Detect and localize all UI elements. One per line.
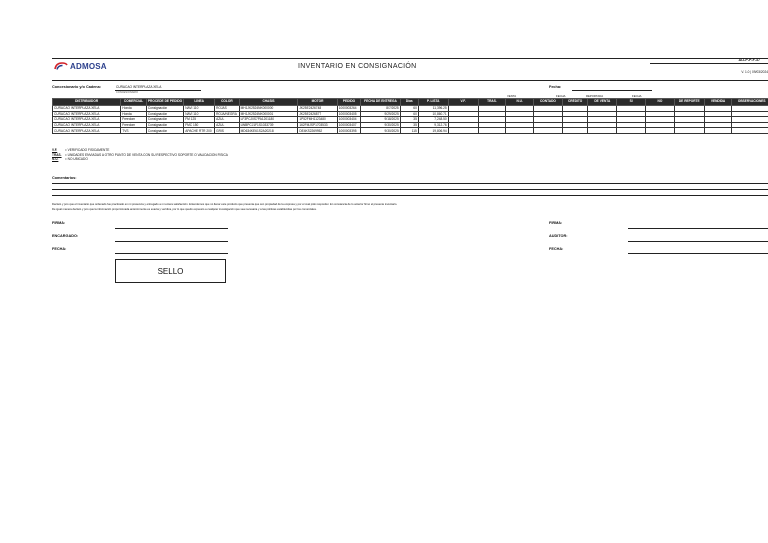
col-de-reporte: DE REPORTE (674, 99, 704, 106)
table-cell: LWBPCJ1F1S1033739 (239, 122, 298, 128)
table-cell: 1000003395 (337, 128, 360, 134)
table-cell: CURACAO INTERPLAZA XELA (53, 111, 121, 117)
date-label: Fecha: (549, 85, 562, 89)
table-cell (704, 128, 732, 134)
table-cell: 19,806.94 (418, 128, 448, 134)
col-si: SI (617, 99, 646, 106)
table-cell: Freedom (121, 122, 147, 128)
table-cell (478, 128, 506, 134)
signature-label-left: FIRMA: (52, 221, 66, 225)
table-cell: TVS (121, 128, 147, 134)
table-cell (448, 128, 478, 134)
col-precio-lista: P. LISTA (418, 99, 448, 106)
table-cell: NAVI 110 (184, 111, 215, 117)
table-cell: 9/30/2025 (361, 128, 400, 134)
table-cell: 9,312.76 (418, 122, 448, 128)
declaration-line-1: Declaro y juro que el inventario que ordenado fue practicado en mi presencia y entregado a mi entera satisfacción. Entendemos que no llenar este producto que presenta que son propiedad de la empresa y por el cual pido responder. En constancia de lo anterior firmo el presente inventario. (52, 203, 398, 206)
group-fecha-reporte: FECHA (632, 94, 642, 98)
table-header-row (53, 99, 768, 106)
dealer-sublabel: CONCESIONARIO (116, 91, 139, 94)
table-cell: 60 (400, 111, 418, 117)
col-credito: CRÉDITO (562, 99, 588, 106)
col-comercial: COMERCIAL (121, 99, 147, 106)
table-cell: 1000003404 (337, 117, 360, 123)
table-cell: ROJA/NEGRA (215, 111, 240, 117)
col-motor: MOTOR (298, 99, 337, 106)
table-cell (506, 128, 534, 134)
table-cell: 10,860.71 (418, 111, 448, 117)
table-cell (674, 128, 704, 134)
table-cell: Consignación (146, 122, 183, 128)
table-cell: Consignación (146, 111, 183, 117)
col-vendida: VENDIDA (704, 99, 732, 106)
dealer-value: CURACAO INTERPLAZA XELA (116, 85, 162, 89)
table-cell: GRIS (215, 128, 240, 134)
table-cell (646, 128, 675, 134)
table-cell: 1000003405 (337, 111, 360, 117)
col-color: COLOR (215, 99, 240, 106)
table-cell: Honda (121, 106, 147, 112)
table-row (53, 128, 768, 134)
admosa-logo-icon (54, 62, 68, 71)
table-cell: AZUL (215, 122, 240, 128)
legend-notes (52, 148, 228, 162)
table-cell: 9/18/2025 (361, 117, 400, 123)
table-cell: LF3PCJ0S7PA1201180 (239, 117, 298, 123)
note-nu: N.U. = NO UBICADO (52, 157, 88, 162)
declaration-text (52, 203, 768, 213)
table-cell: Freedom (121, 117, 147, 123)
comments-label: Comentarios: (52, 176, 77, 180)
table-cell: 1000003264 (337, 106, 360, 112)
table-cell: JK25E2426748 (298, 106, 337, 112)
col-observaciones: OBSERVACIONES (732, 99, 768, 106)
table-cell (534, 128, 563, 134)
col-dias: Días (400, 99, 418, 106)
table-cell: FM 125 (184, 117, 215, 123)
table-cell: 8/7/2025 (361, 106, 400, 112)
stamp-label: SELLO (157, 266, 184, 276)
table-cell: 1000003407 (337, 122, 360, 128)
table-cell: Honda (121, 111, 147, 117)
auditor-label: AUDITOR: (549, 234, 568, 238)
group-reportada: REPORTADA (586, 94, 604, 98)
table-cell: FMC 150 (184, 122, 215, 128)
table-cell: 9/30/2025 (361, 122, 400, 128)
table-cell (562, 128, 588, 134)
table-cell: Consignación (146, 128, 183, 134)
table-cell (617, 128, 646, 134)
table-cell: Consignación (146, 117, 183, 123)
table-cell: MH1JK2524NK000001 (239, 111, 298, 117)
col-no: NO (646, 99, 675, 106)
col-de-venta: DE VENTA (588, 99, 617, 106)
document-version: V. 1.0 | 09/03/2024 (741, 70, 768, 74)
col-tras: TRAS. (478, 99, 506, 106)
table-cell: 35 (400, 117, 418, 123)
table-cell: 115 (400, 128, 418, 134)
col-procede: PROCEDE DE PEDIDO (146, 99, 183, 106)
table-cell: JK25E2426877 (298, 111, 337, 117)
table-cell: 1P52FMH1123480 (298, 117, 337, 123)
col-linea: LINEA (184, 99, 215, 106)
table-cell: CURACAO INTERPLAZA XELA (53, 128, 121, 134)
note-tras: TRAS. = UNIDADES ENVIADAS A OTRO PUNTO DE VENTA CON SU RESPECTIVO SOPORTE O VALIDACION FISICA (52, 152, 228, 157)
table-cell: NAVI 110 (184, 106, 215, 112)
col-distribuidor: DISTRIBUIDOR (53, 99, 121, 106)
table-cell: 162FMJSP1703533 (298, 122, 337, 128)
date-label-left: FECHA: (52, 247, 67, 251)
brand-name: ADMOSA (70, 61, 107, 71)
table-cell (732, 128, 768, 134)
dealer-label: Concesionario y/o Cadena: (52, 85, 101, 89)
col-fecha-entrega: FECHA DE ENTREGA (361, 99, 400, 106)
col-vf: V.F. (448, 99, 478, 106)
col-chasis: CHASIS (239, 99, 298, 106)
group-fecha-venta: FECHA (556, 94, 566, 98)
table-cell: 35 (400, 122, 418, 128)
col-nu: N.U. (506, 99, 534, 106)
stamp-box (115, 259, 226, 283)
document-code: AI-LP-P-F-37 (738, 58, 760, 62)
table-cell: APACHE RTR 200 (184, 128, 215, 134)
table-cell: 60 (400, 106, 418, 112)
table-cell: Consignación (146, 106, 183, 112)
table-cell: MH1JK2524NK000000 (239, 106, 298, 112)
table-cell: DE4KS2269952 (298, 128, 337, 134)
table-cell: 11,396.25 (418, 106, 448, 112)
manager-label: ENCARGADO: (52, 234, 79, 238)
declaration-line-2: De igual manera declaro y juro que la información proporcionada anteriormente es exacta y verídica, por lo que quedo expuesto a cualquier investigación que sea necesaria y a las políticas establecidas por los comerciales. (52, 207, 317, 211)
signature-label-right: FIRMA: (549, 221, 563, 225)
table-cell: ROJAS (215, 106, 240, 112)
table-cell: MD634KE61S2A20218 (239, 128, 298, 134)
col-pedido: PEDIDO (337, 99, 360, 106)
table-cell: CURACAO INTERPLAZA XELA (53, 122, 121, 128)
note-vf: V.F. = VERIFICADO FISICAMENTE (52, 148, 110, 152)
admosa-logo (54, 61, 107, 71)
group-venta: VENTA (507, 94, 517, 98)
table-cell (588, 128, 617, 134)
table-cell: 9/29/2025 (361, 111, 400, 117)
table-cell: CURACAO INTERPLAZA XELA (53, 106, 121, 112)
table-cell: CURACAO INTERPLAZA XELA (53, 117, 121, 123)
table-cell: 7,248.50 (418, 117, 448, 123)
col-contado: CONTADO (534, 99, 563, 106)
page-title: INVENTARIO EN CONSIGNACIÓN (298, 63, 417, 70)
date-label-right: FECHA: (549, 247, 564, 251)
inventory-table (52, 98, 768, 134)
table-cell: AZUL (215, 117, 240, 123)
